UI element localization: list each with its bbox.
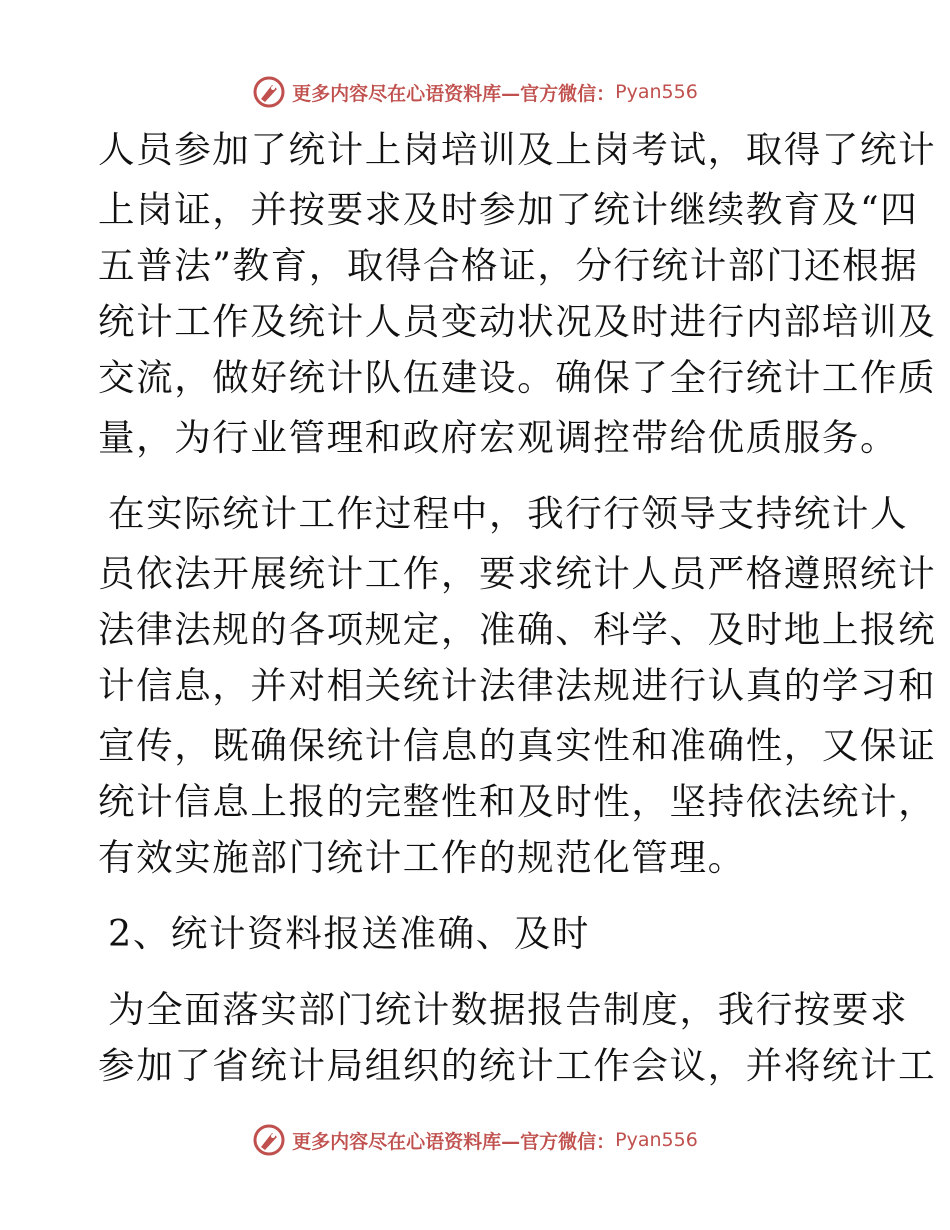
pen-nib-logo-icon <box>252 1123 286 1157</box>
section-heading: 2、统计资料报送准确、及时 <box>108 912 591 955</box>
text-line: 交流，做好统计队伍建设。确保了全行统计工作质 <box>98 356 937 399</box>
paragraph-first-line: 为全面落实部门统计数据报告制度，我行按要求 <box>108 988 909 1031</box>
text-line: 量，为行业管理和政府宏观调控带给优质服务。 <box>98 416 899 459</box>
text-line: 宣传，既确保统计信息的真实性和准确性，又保证 <box>98 724 937 767</box>
text-line: 人员参加了统计上岗培训及上岗考试，取得了统计 <box>98 128 937 171</box>
header-banner <box>0 72 950 112</box>
text-line: 有效实施部门统计工作的规范化管理。 <box>98 836 746 879</box>
footer-banner <box>0 1120 950 1160</box>
header-brand-text: 更多内容尽在心语资料库—官方微信： <box>292 82 616 105</box>
text-line: 统计信息上报的完整性和及时性，坚持依法统计， <box>98 780 937 823</box>
header-wechat-id: Pyan556 <box>615 81 698 103</box>
text-line: 法律法规的各项规定，准确、科学、及时地上报统 <box>98 608 937 651</box>
footer-wechat-id: Pyan556 <box>615 1129 698 1151</box>
text-line: 上岗证，并按要求及时参加了统计继续教育及“四 <box>98 188 919 231</box>
footer-brand-text: 更多内容尽在心语资料库—官方微信： <box>292 1130 616 1153</box>
text-line: 计信息，并对相关统计法律法规进行认真的学习和 <box>98 664 937 707</box>
text-line: 参加了省统计局组织的统计工作会议，并将统计工 <box>98 1044 937 1087</box>
pen-nib-logo-icon <box>252 75 286 109</box>
paragraph-first-line: 在实际统计工作过程中，我行行领导支持统计人 <box>108 492 909 535</box>
text-line: 统计工作及统计人员变动状况及时进行内部培训及 <box>98 300 937 343</box>
text-line: 员依法开展统计工作，要求统计人员严格遵照统计 <box>98 552 937 595</box>
text-line: 五普法”教育，取得合格证，分行统计部门还根据 <box>98 244 919 287</box>
